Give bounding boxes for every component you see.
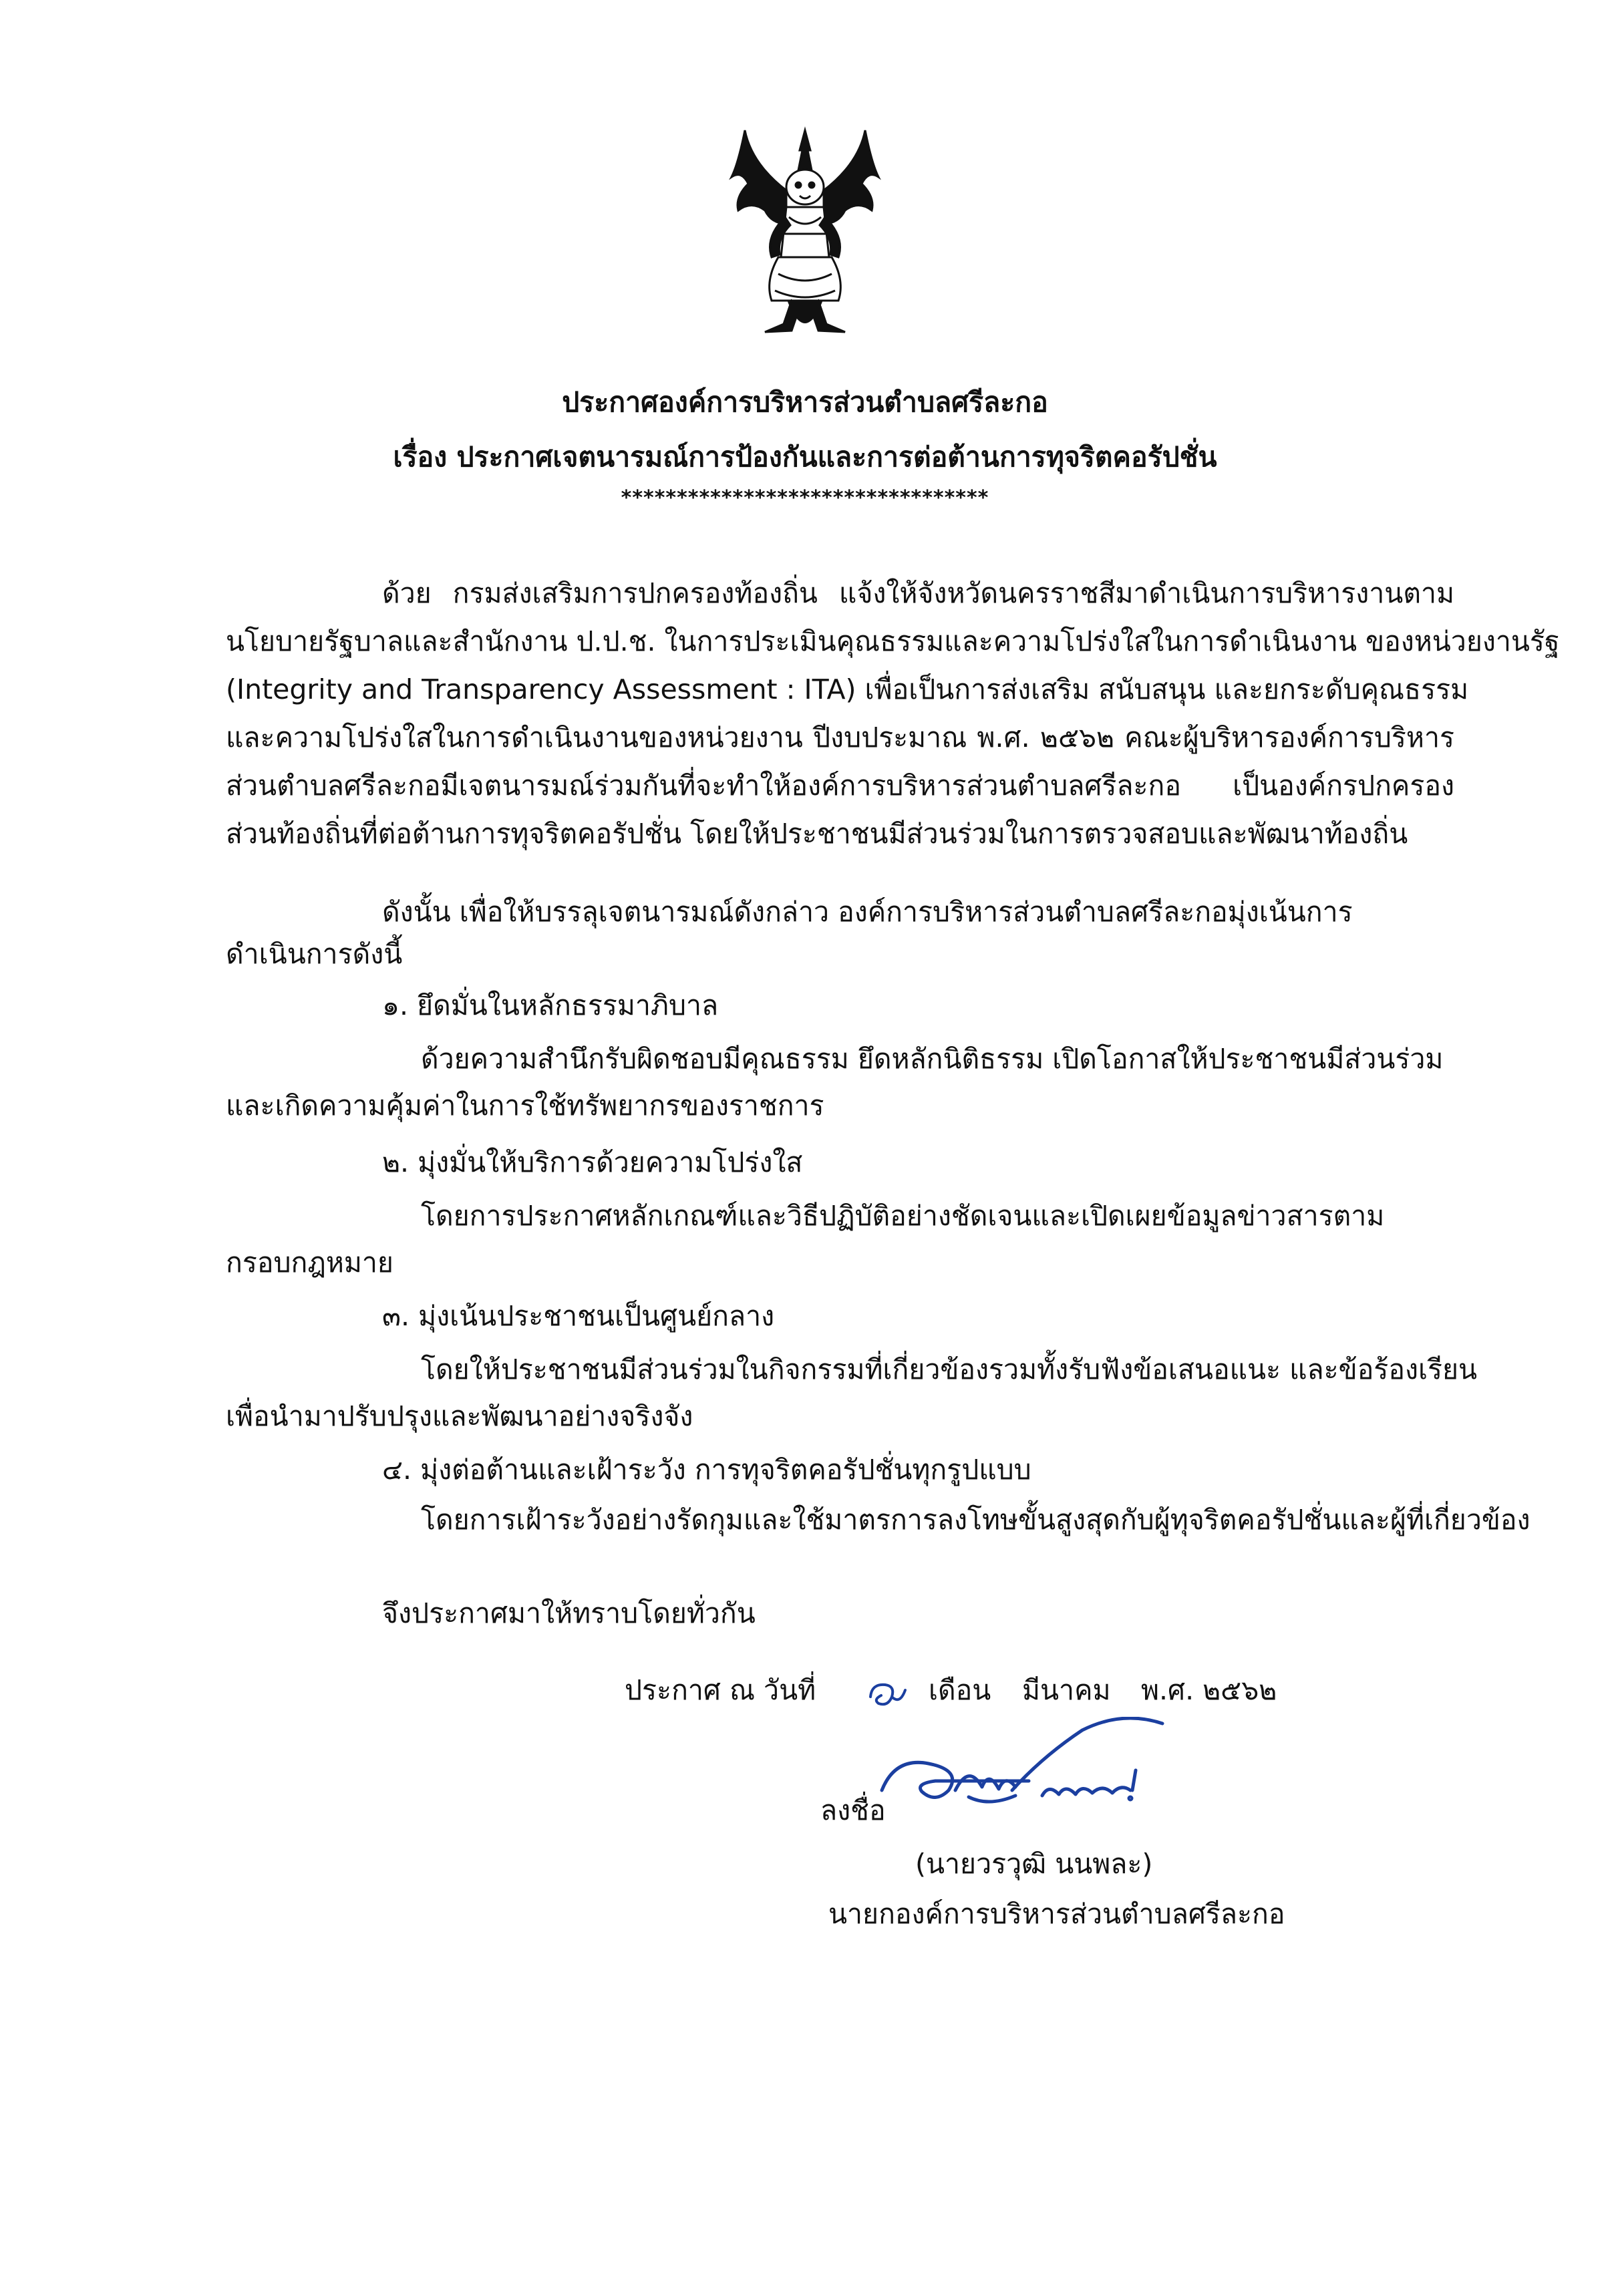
item-2-detail-2: กรอบกฎหมาย: [226, 1247, 393, 1279]
item-4-heading: ๔. มุ่งต่อต้านและเฝ้าระวัง การทุจริตคอรัปชั่นทุกรูปแบบ: [382, 1454, 1031, 1486]
intro-line-5: ส่วนตำบลศรีละกอมีเจตนารมณ์ร่วมกันที่จะทำให้องค์การบริหารส่วนตำบลศรีละกอ เป็นองค์กรปกครอง: [226, 770, 1454, 802]
signature-label: ลงชื่อ: [820, 1794, 886, 1826]
title-separator: *********************************: [621, 486, 989, 510]
signatory-name: (นายวรวุฒิ นนพละ): [915, 1848, 1153, 1880]
announcement-title: ประกาศองค์การบริหารส่วนตำบลศรีละกอ: [562, 386, 1048, 418]
date-month-label: เดือน: [929, 1674, 991, 1706]
therefore-line-2: ดำเนินการดังนี้: [226, 938, 403, 970]
announcement-subject: เรื่อง ประกาศเจตนารมณ์การป้องกันและการต่อต้านการทุจริตคอรัปชั่น: [393, 441, 1217, 473]
item-1-heading: ๑. ยึดมั่นในหลักธรรมาภิบาล: [382, 989, 719, 1021]
garuda-emblem-icon: [725, 124, 885, 344]
intro-line-6: ส่วนท้องถิ่นที่ต่อต้านการทุจริตคอรัปชั่น โดยให้ประชาชนมีส่วนร่วมในการตรวจสอบและพัฒนาท้องถิ่น: [226, 818, 1408, 850]
item-3-detail-1: โดยให้ประชาชนมีส่วนร่วมในกิจกรรมที่เกี่ยวข้องรวมทั้งรับฟังข้อเสนอแนะ และข้อร้องเรียน: [421, 1353, 1478, 1385]
date-year: พ.ศ. ๒๕๖๒: [1141, 1674, 1277, 1706]
signatory-position: นายกองค์การบริหารส่วนตำบลศรีละกอ: [828, 1898, 1285, 1930]
intro-line-1: ด้วย กรมส่งเสริมการปกครองท้องถิ่น แจ้งให้จังหวัดนครราชสีมาดำเนินการบริหารงานตาม: [382, 577, 1454, 609]
intro-line-2: นโยบายรัฐบาลและสำนักงาน ป.ป.ช. ในการประเมินคุณธรรมและความโปร่งใสในการดำเนินงาน ของหน่วยงานรัฐ: [226, 625, 1560, 657]
handwritten-day: [865, 1670, 912, 1717]
intro-line-4: และความโปร่งใสในการดำเนินงานของหน่วยงาน ปีงบประมาณ พ.ศ. ๒๕๖๒ คณะผู้บริหารองค์การบริหาร: [226, 721, 1454, 754]
item-3-detail-2: เพื่อนำมาปรับปรุงและพัฒนาอย่างจริงจัง: [226, 1400, 693, 1432]
item-1-detail-1: ด้วยความสำนึกรับผิดชอบมีคุณธรรม ยึดหลักนิติธรรม เปิดโอกาสให้ประชาชนมีส่วนร่วม: [421, 1043, 1444, 1075]
item-2-detail-1: โดยการประกาศหลักเกณฑ์และวิธีปฏิบัติอย่างชัดเจนและเปิดเผยข้อมูลข่าวสารตาม: [421, 1200, 1385, 1232]
item-3-heading: ๓. มุ่งเน้นประชาชนเป็นศูนย์กลาง: [382, 1300, 775, 1332]
date-prefix: ประกาศ ณ วันที่: [625, 1674, 816, 1706]
therefore-line-1: ดังนั้น เพื่อให้บรรลุเจตนารมณ์ดังกล่าว องค์การบริหารส่วนตำบลศรีละกอมุ่งเน้นการ: [382, 896, 1353, 928]
handwritten-signature: [868, 1717, 1216, 1844]
closing-statement: จึงประกาศมาให้ทราบโดยทั่วกัน: [382, 1597, 756, 1629]
item-4-detail-1: โดยการเฝ้าระวังอย่างรัดกุมและใช้มาตรการลงโทษขั้นสูงสุดกับผู้ทุจริตคอรัปชั่นและผู้ที่เกี่ยวข้อง: [421, 1504, 1531, 1536]
item-1-detail-2: และเกิดความคุ้มค่าในการใช้ทรัพยากรของราชการ: [226, 1090, 824, 1122]
intro-line-3: (Integrity and Transparency Assessment : ITA) เพื่อเป็นการส่งเสริม สนับสนุน และยกระดับคุณธรรม: [226, 673, 1469, 705]
date-month: มีนาคม: [1022, 1674, 1111, 1706]
item-2-heading: ๒. มุ่งมั่นให้บริการด้วยความโปร่งใส: [382, 1146, 803, 1178]
